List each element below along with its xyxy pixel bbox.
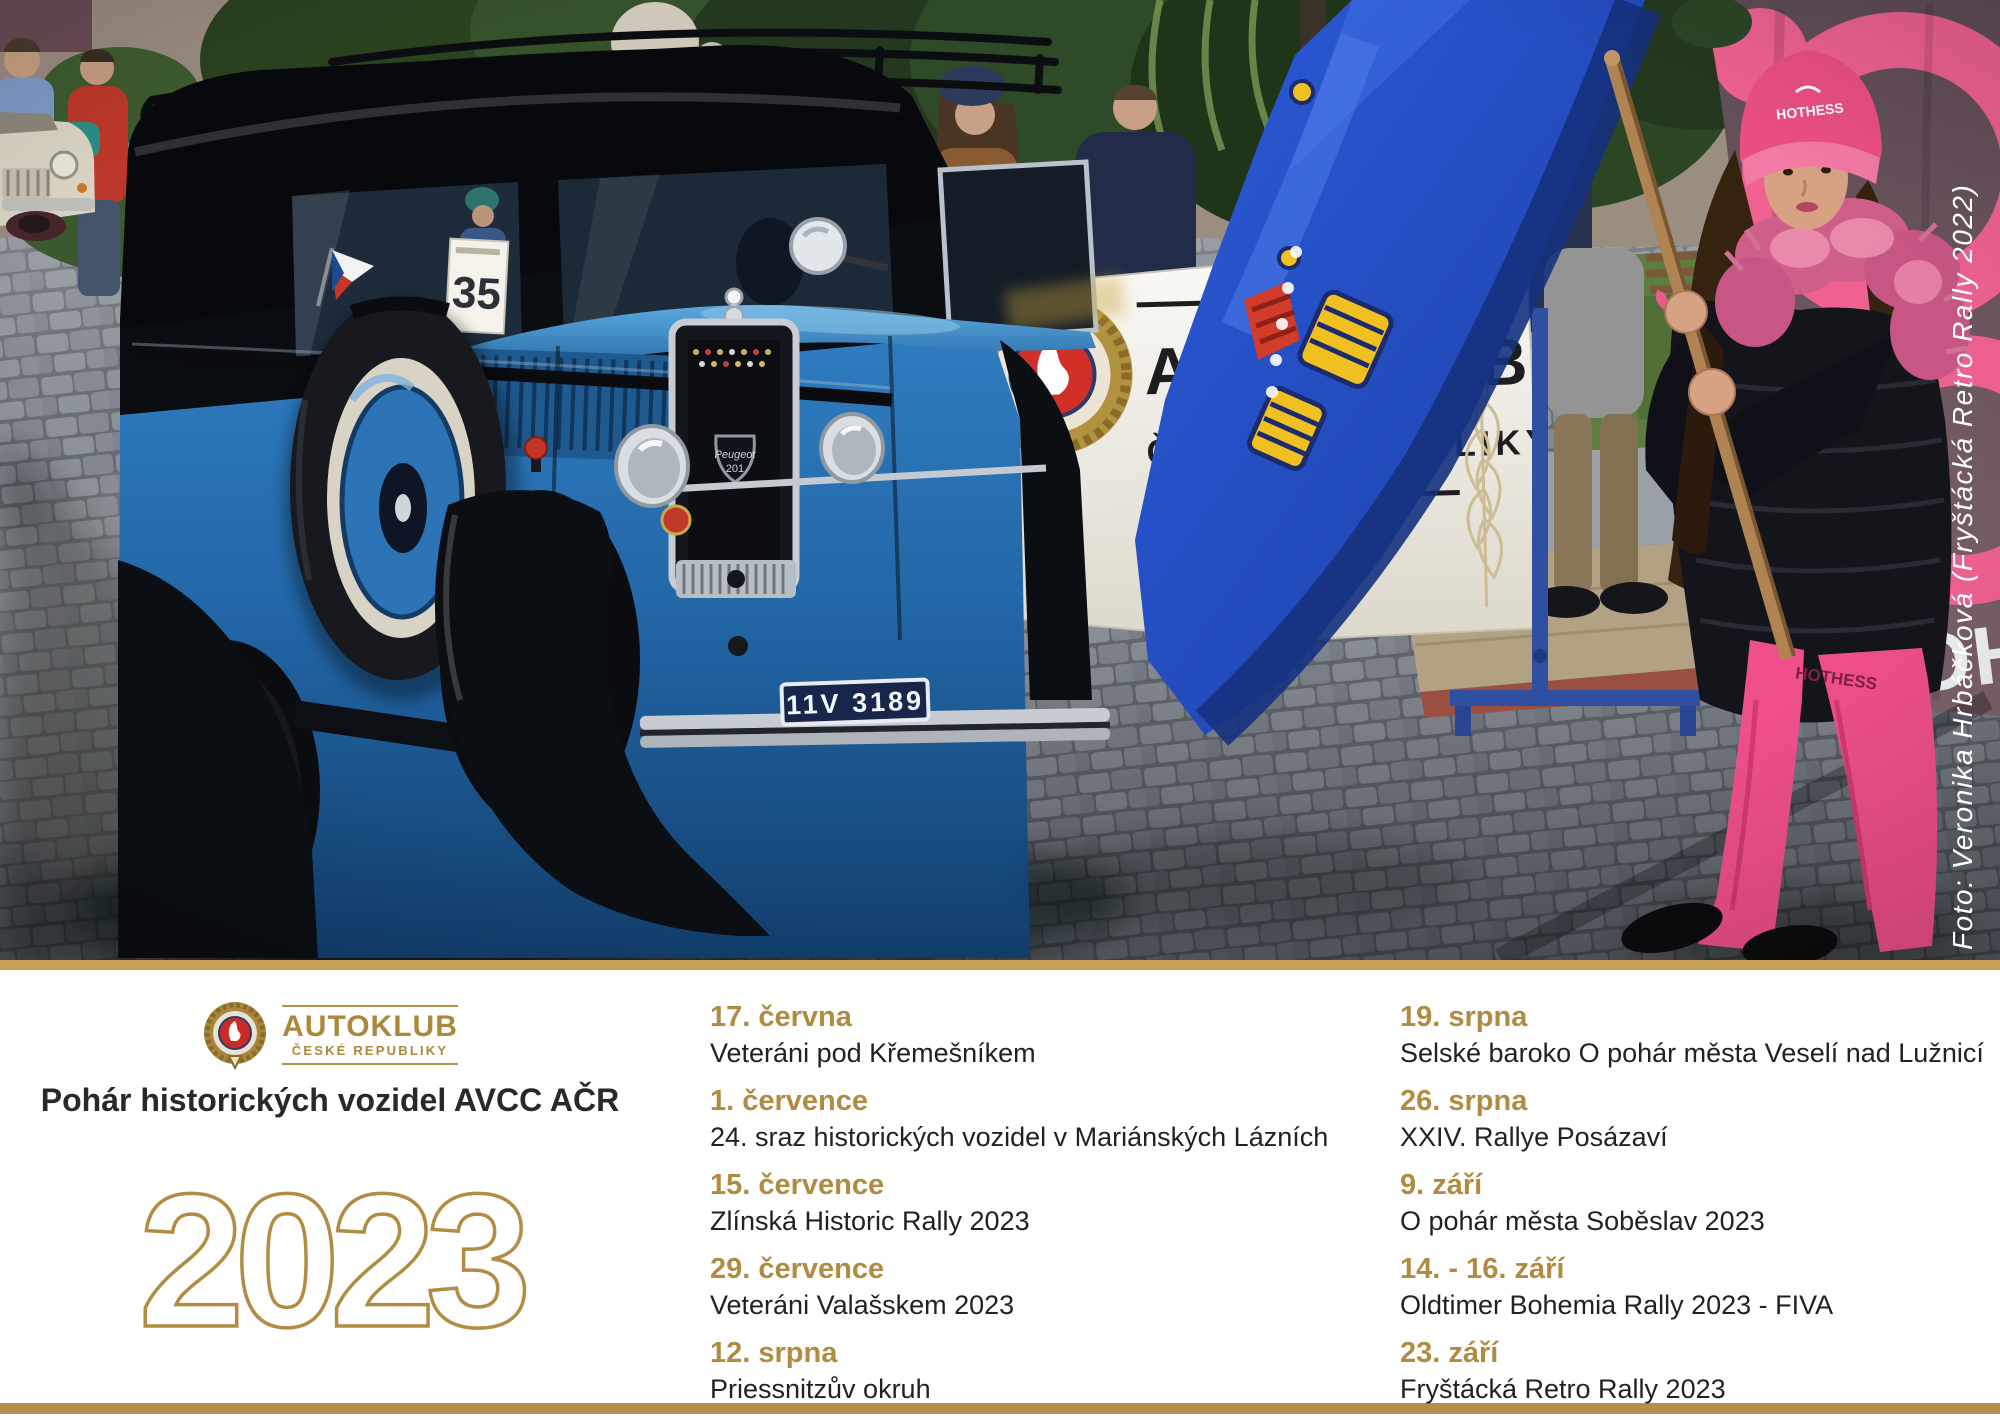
- event-name: Selské baroko O pohár města Veselí nad Lužnicí: [1400, 1038, 1984, 1068]
- event-date: 19. srpna: [1400, 1001, 1528, 1033]
- event-item: [710, 1168, 1390, 1239]
- event-name: 24. sraz historických vozidel v Mariánských Lázních: [710, 1122, 1329, 1152]
- logo-line2: ČESKÉ REPUBLIKY: [291, 1043, 449, 1059]
- event-date: 15. července: [710, 1169, 885, 1201]
- photo-divider-bar: [0, 960, 2000, 970]
- event-date: 9. září: [1400, 1169, 1483, 1201]
- page-title: Pohár historických vozidel AVCC AČR: [40, 1082, 620, 1118]
- event-item: [1400, 1000, 1995, 1071]
- event-item: [1400, 1168, 1995, 1239]
- event-item: [710, 1252, 1390, 1323]
- photo-credit: Foto: Veronika Hrbáčková (Fryštácká Retro Rally 2022): [1947, 183, 1978, 950]
- year-outline: 2023: [138, 1155, 522, 1367]
- logo-rule-top: [282, 1005, 458, 1007]
- event-item: [1400, 1252, 1995, 1323]
- event-item: [1400, 1084, 1995, 1155]
- autoklub-badge-icon: [202, 1000, 268, 1070]
- event-date: 14. - 16. září: [1400, 1253, 1565, 1285]
- event-name: XXIV. Rallye Posázaví: [1400, 1122, 1668, 1152]
- event-date: 17. června: [710, 1001, 852, 1033]
- event-name: Veteráni pod Křemešníkem: [710, 1038, 1036, 1068]
- events-column-right: [1400, 1000, 1995, 1420]
- event-item: [710, 1000, 1390, 1071]
- event-item: [710, 1336, 1390, 1407]
- logo-line1: AUTOKLUB: [282, 1010, 458, 1043]
- calendar-header-block: [10, 970, 650, 1403]
- calendar-section: [0, 970, 2000, 1403]
- event-date: 29. července: [710, 1253, 885, 1285]
- event-item: [1400, 1336, 1995, 1407]
- event-name: Priessnitzův okruh: [710, 1374, 931, 1404]
- event-item: [710, 1084, 1390, 1155]
- event-name: Oldtimer Bohemia Rally 2023 - FIVA: [1400, 1290, 1834, 1320]
- event-name: Fryštácká Retro Rally 2023: [1400, 1374, 1726, 1404]
- event-date: 1. července: [710, 1085, 869, 1117]
- autoklub-logo-text: [282, 1001, 458, 1069]
- logo-rule-bottom: [282, 1063, 458, 1065]
- autoklub-logo: [10, 1000, 650, 1070]
- events-column-left: [710, 1000, 1390, 1420]
- event-name: Zlínská Historic Rally 2023: [710, 1206, 1030, 1236]
- event-name: Veteráni Valašskem 2023: [710, 1290, 1015, 1320]
- event-date: 23. září: [1400, 1337, 1499, 1369]
- event-name: O pohár města Soběslav 2023: [1400, 1206, 1765, 1236]
- event-date: 26. srpna: [1400, 1085, 1528, 1117]
- event-date: 12. srpna: [710, 1337, 838, 1369]
